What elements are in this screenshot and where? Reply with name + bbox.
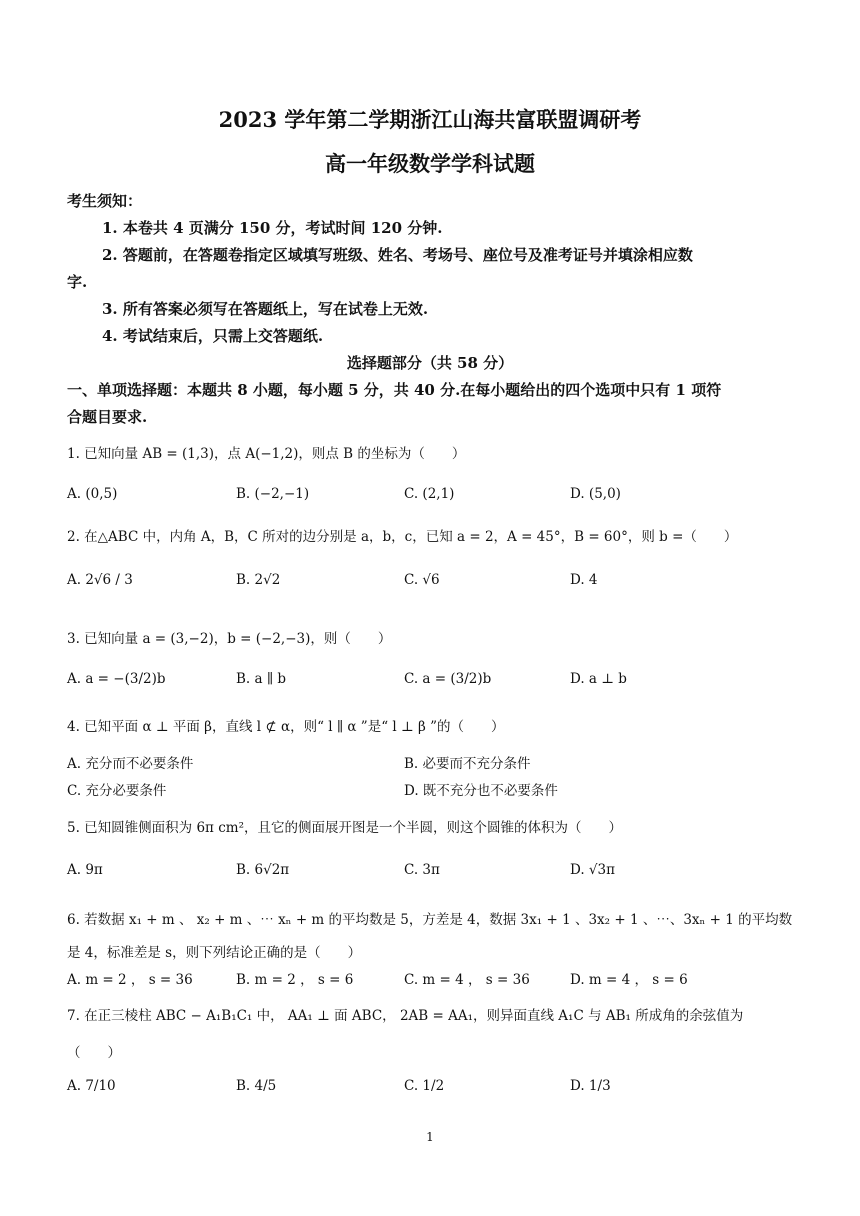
question-stem: 2. 在△ABC 中，内角 A，B，C 所对的边分别是 a，b，c，已知 a = 2，A = 45°，B = 60°，则 b =（ ） <box>67 529 738 545</box>
page-number: 1 <box>426 1130 434 1144</box>
section-heading: 选择题部分（共 58 分） <box>346 354 514 372</box>
option-b: B. m = 2 ， s = 6 <box>236 972 354 988</box>
option-c: C. 3π <box>404 862 440 878</box>
option-a: A. 9π <box>67 862 103 878</box>
option-b: B. a ∥ b <box>236 671 287 687</box>
part-instructions: 一、单项选择题：本题共 8 小题，每小题 5 分，共 40 分.在每小题给出的四个选项中只有 1 项符 <box>67 381 722 399</box>
option-a: A. m = 2 ， s = 36 <box>67 972 193 988</box>
option-b: B. (−2,−1) <box>236 486 310 502</box>
option-d: D. (5,0) <box>570 486 621 502</box>
notice-item: 4. 考试结束后，只需上交答题纸. <box>102 327 324 345</box>
option-c: C. √6 <box>404 572 440 588</box>
option-b: B. 必要而不充分条件 <box>404 756 531 772</box>
notice-item: 字. <box>67 273 88 291</box>
question-stem: 7. 在正三棱柱 ABC − A₁B₁C₁ 中， AA₁ ⊥ 面 ABC， 2AB = AA₁，则异面直线 A₁C 与 AB₁ 所成角的余弦值为 <box>67 1008 744 1024</box>
option-b: B. 6√2π <box>236 862 290 878</box>
option-d: D. m = 4 ， s = 6 <box>570 972 688 988</box>
option-b: B. 2√2 <box>236 572 281 588</box>
option-b: B. 4/5 <box>236 1078 277 1094</box>
notice-item: 3. 所有答案必须写在答题纸上，写在试卷上无效. <box>102 300 429 318</box>
question-stem-cont: （ ） <box>67 1045 121 1061</box>
option-d: D. a ⊥ b <box>570 671 627 687</box>
option-c: C. 充分必要条件 <box>67 783 167 799</box>
option-d: D. 既不充分也不必要条件 <box>404 783 558 799</box>
option-c: C. 1/2 <box>404 1078 445 1094</box>
question-stem: 6. 若数据 x₁ + m 、 x₂ + m 、⋯ xₙ + m 的平均数是 5，方差是 4，数据 3x₁ + 1 、3x₂ + 1 、⋯、3xₙ + 1 的平均数 <box>67 912 793 928</box>
question-stem: 1. 已知向量 AB = (1,3)，点 A(−1,2)，则点 B 的坐标为（ ） <box>67 446 466 462</box>
exam-title: 2023 学年第二学期浙江山海共富联盟调研考 <box>218 107 642 132</box>
question-stem: 4. 已知平面 α ⊥ 平面 β，直线 l ⊄ α，则“ l ∥ α ”是“ l ⊥ β ”的（ ） <box>67 719 505 735</box>
option-d: D. √3π <box>570 862 615 878</box>
part-instructions-cont: 合题目要求. <box>67 408 148 426</box>
notice-item: 1. 本卷共 4 页满分 150 分，考试时间 120 分钟. <box>102 219 443 237</box>
option-c: C. a = (3/2)b <box>404 671 492 687</box>
exam-subtitle: 高一年级数学学科试题 <box>325 151 535 176</box>
notice-heading: 考生须知： <box>67 192 143 210</box>
option-d: D. 1/3 <box>570 1078 611 1094</box>
option-a: A. 充分而不必要条件 <box>67 756 194 772</box>
option-a: A. 2√6 / 3 <box>67 572 133 588</box>
question-stem: 5. 已知圆锥侧面积为 6π cm²，且它的侧面展开图是一个半圆，则这个圆锥的体积为（ ） <box>67 820 622 836</box>
notice-item: 2. 答题前，在答题卷指定区域填写班级、姓名、考场号、座位号及准考证号并填涂相应数 <box>102 246 693 264</box>
option-c: C. (2,1) <box>404 486 455 502</box>
option-a: A. (0,5) <box>67 486 118 502</box>
question-stem-cont: 是 4，标准差是 s，则下列结论正确的是（ ） <box>67 945 362 961</box>
option-c: C. m = 4 ， s = 36 <box>404 972 530 988</box>
question-stem: 3. 已知向量 a = (3,−2)，b = (−2,−3)，则（ ） <box>67 631 392 647</box>
option-a: A. 7/10 <box>67 1078 116 1094</box>
option-d: D. 4 <box>570 572 598 588</box>
option-a: A. a = −(3/2)b <box>67 671 166 687</box>
